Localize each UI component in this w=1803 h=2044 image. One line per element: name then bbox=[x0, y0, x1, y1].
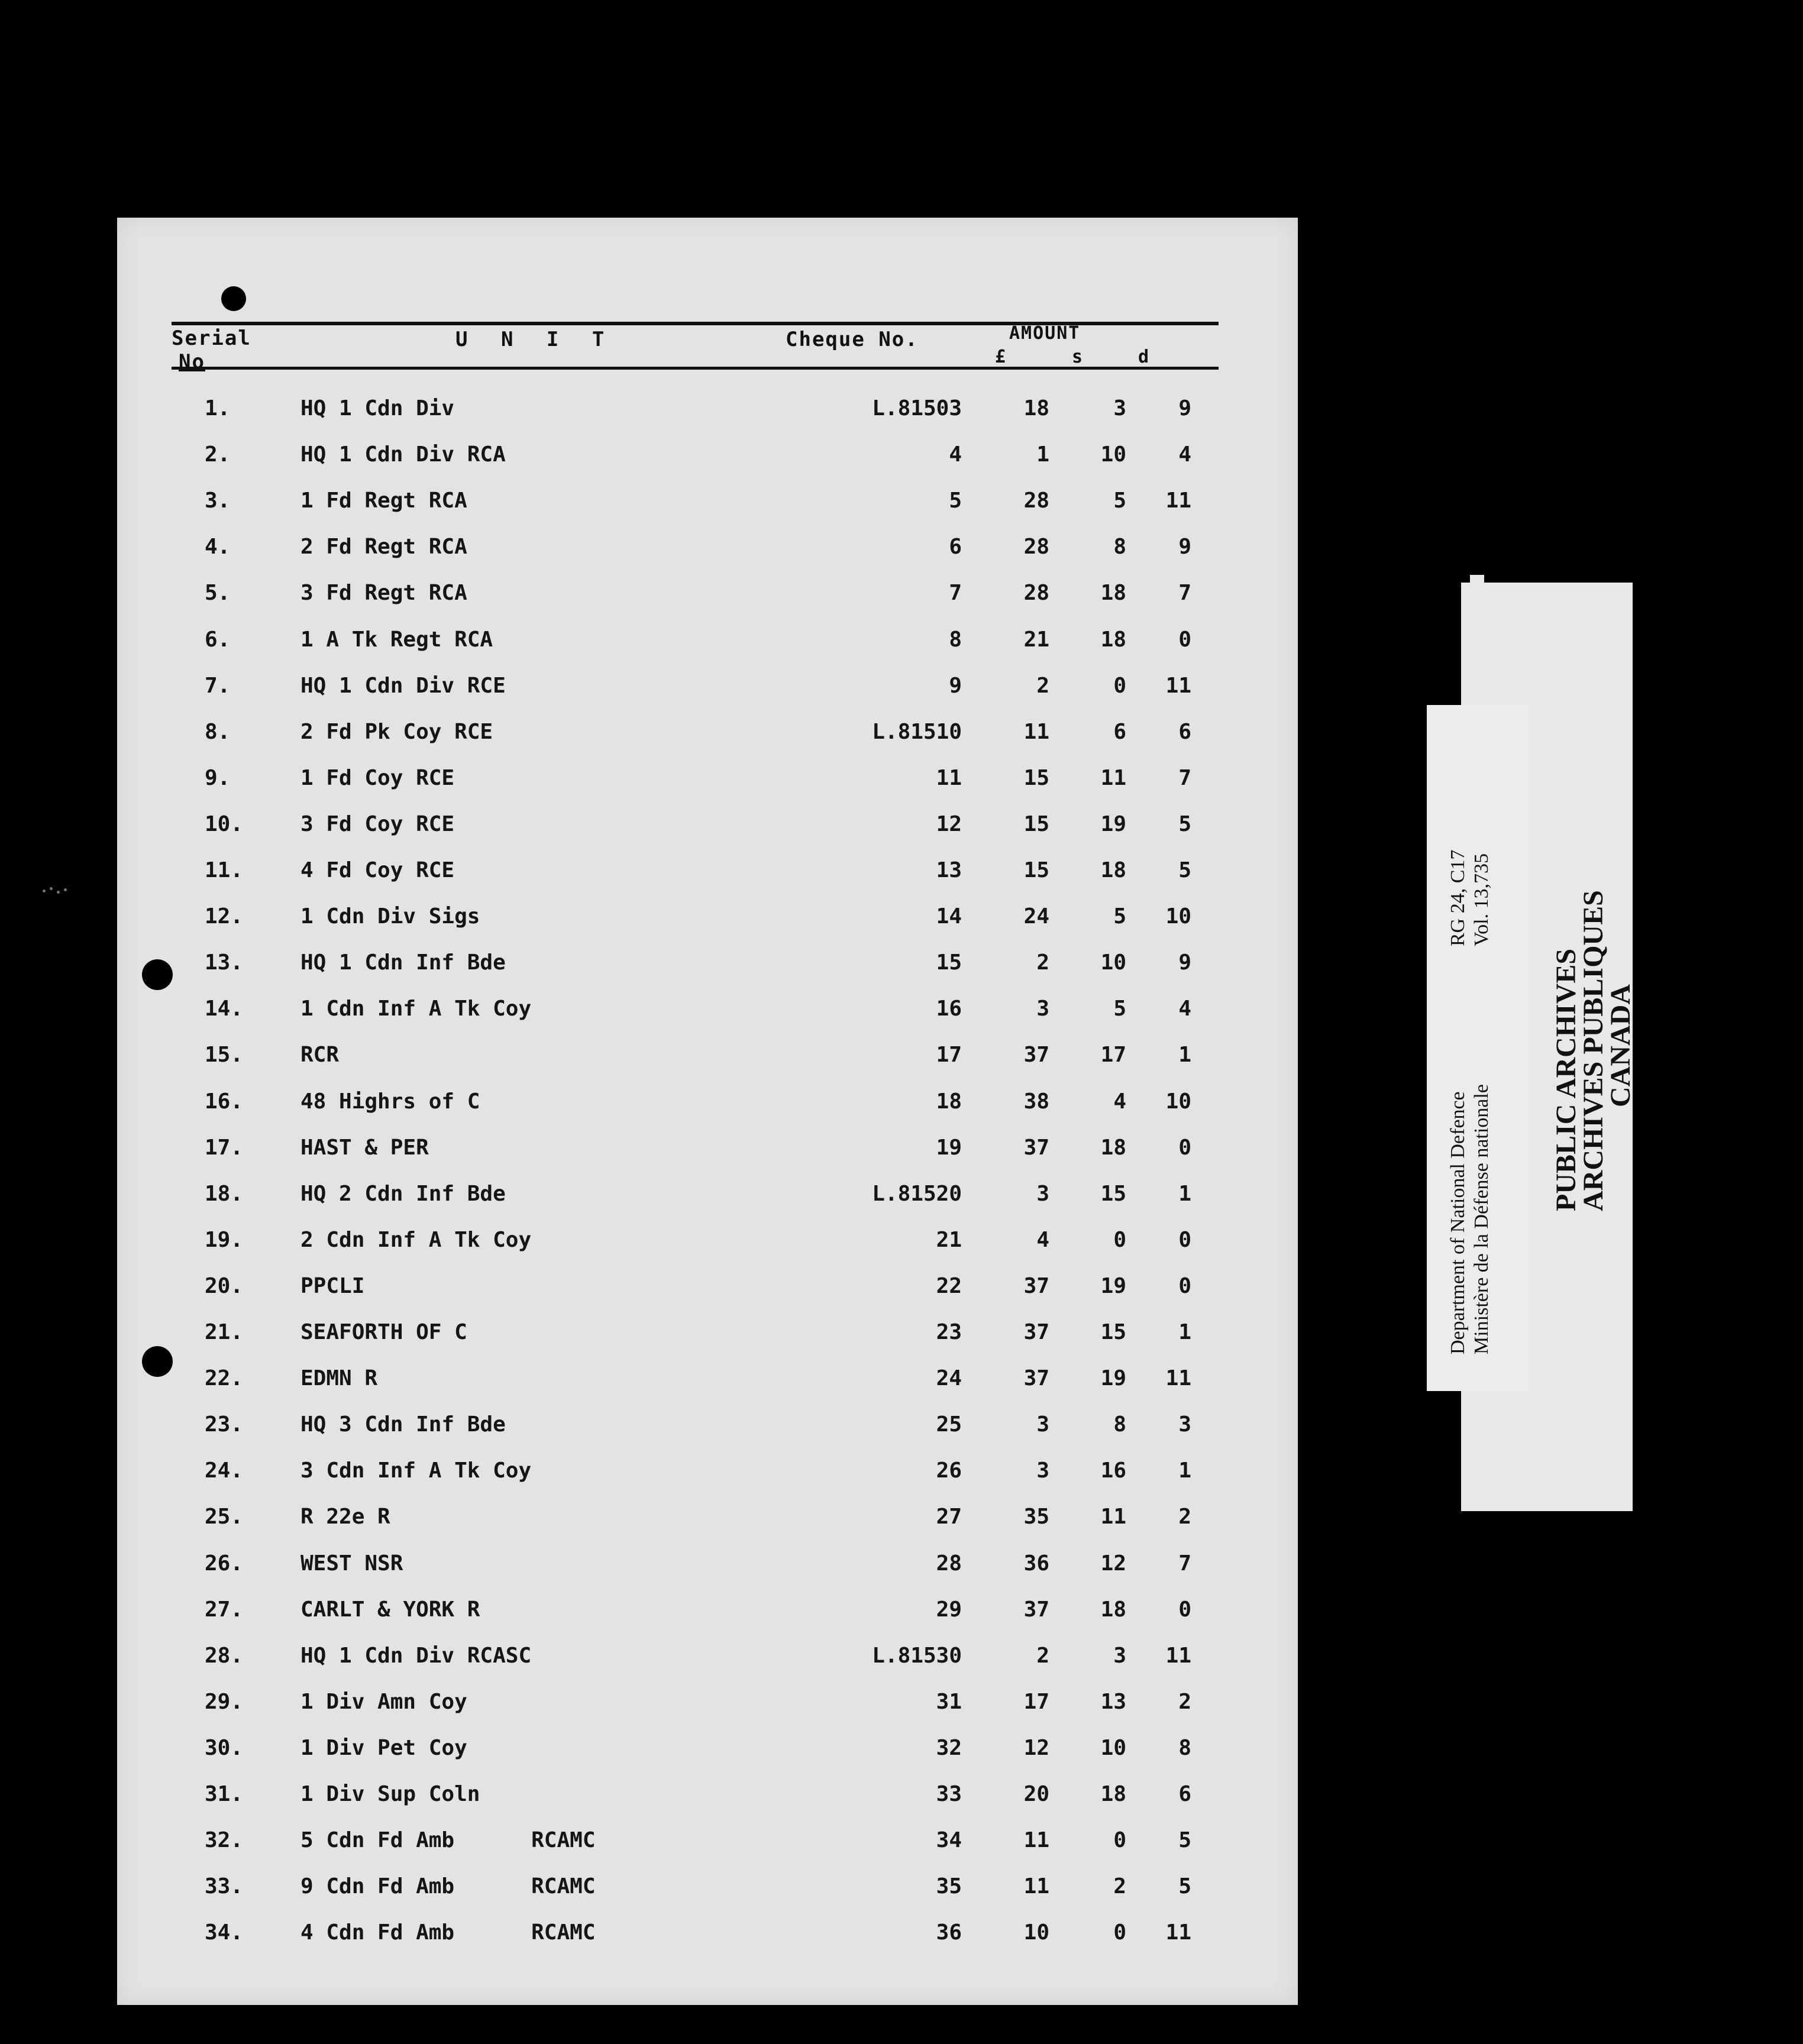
unit-cell: PPCLI bbox=[300, 1273, 365, 1298]
cheque-cell: 36 bbox=[936, 1920, 962, 1945]
shillings-cell: 5 bbox=[1113, 489, 1126, 513]
unit-cell: 4 Cdn Fd Amb RCAMC bbox=[300, 1920, 596, 1945]
pounds-cell: 17 bbox=[1023, 1689, 1049, 1714]
shillings-cell: 0 bbox=[1113, 673, 1126, 698]
header-shillings: s bbox=[1072, 347, 1084, 367]
header-serial-line2: No bbox=[179, 350, 205, 374]
unit-cell: 1 Div Amn Coy bbox=[300, 1689, 467, 1714]
unit-cell: 4 Fd Coy RCE bbox=[300, 858, 455, 882]
ref-line2: Vol. 13,735 bbox=[1471, 853, 1492, 946]
shillings-cell: 11 bbox=[1100, 1505, 1126, 1529]
pence-cell: 1 bbox=[1178, 1320, 1191, 1344]
unit-cell: 1 A Tk Regt RCA bbox=[300, 627, 493, 652]
header-cheque: Cheque No. bbox=[786, 328, 919, 351]
serial-cell: 2. bbox=[205, 442, 231, 467]
serial-cell: 6. bbox=[205, 627, 231, 652]
table-row bbox=[117, 1541, 1298, 1587]
pence-cell: 10 bbox=[1165, 904, 1191, 929]
table-row bbox=[117, 1309, 1298, 1356]
cheque-cell: 31 bbox=[936, 1689, 962, 1714]
table-row bbox=[117, 1679, 1298, 1725]
archive-label-tab bbox=[1470, 575, 1484, 599]
pounds-cell: 37 bbox=[1023, 1366, 1049, 1391]
table-row bbox=[117, 1356, 1298, 1402]
table-row bbox=[117, 617, 1298, 663]
serial-cell: 19. bbox=[205, 1227, 244, 1252]
serial-cell: 20. bbox=[205, 1273, 244, 1298]
unit-cell: HQ 1 Cdn Inf Bde bbox=[300, 950, 506, 975]
archive-line3: CANADA bbox=[1605, 984, 1636, 1107]
pounds-cell: 37 bbox=[1023, 1320, 1049, 1344]
table-row bbox=[117, 1494, 1298, 1540]
table-row bbox=[117, 1771, 1298, 1817]
serial-cell: 17. bbox=[205, 1135, 244, 1160]
pence-cell: 0 bbox=[1178, 627, 1191, 652]
pounds-cell: 37 bbox=[1023, 1597, 1049, 1622]
pence-cell: 1 bbox=[1178, 1043, 1191, 1068]
serial-cell: 4. bbox=[205, 535, 231, 559]
cheque-cell: 7 bbox=[949, 581, 962, 606]
unit-cell: 1 Fd Regt RCA bbox=[300, 489, 467, 513]
dept-fr: Ministère de la Défense nationale bbox=[1471, 1084, 1492, 1354]
header-pounds: £ bbox=[995, 347, 1007, 367]
pence-cell: 5 bbox=[1178, 811, 1191, 836]
pounds-cell: 12 bbox=[1023, 1735, 1049, 1760]
pounds-cell: 4 bbox=[1036, 1227, 1049, 1252]
header-serial bbox=[172, 326, 251, 374]
unit-cell: SEAFORTH OF C bbox=[300, 1320, 467, 1344]
serial-cell: 27. bbox=[205, 1597, 244, 1622]
unit-cell: HQ 1 Cdn Div bbox=[300, 396, 455, 421]
table-row bbox=[117, 478, 1298, 524]
serial-cell: 33. bbox=[205, 1874, 244, 1899]
shillings-cell: 5 bbox=[1113, 904, 1126, 929]
pounds-cell: 11 bbox=[1023, 719, 1049, 744]
pounds-cell: 3 bbox=[1036, 1181, 1049, 1206]
table-row bbox=[117, 1125, 1298, 1171]
unit-cell: 2 Fd Regt RCA bbox=[300, 535, 467, 559]
cheque-cell: 34 bbox=[936, 1828, 962, 1853]
serial-cell: 22. bbox=[205, 1366, 244, 1391]
header-unit: U N I T bbox=[455, 328, 615, 351]
pence-cell: 6 bbox=[1178, 719, 1191, 744]
archive-line2: ARCHIVES PUBLIQUES bbox=[1578, 890, 1609, 1211]
table-row bbox=[117, 1864, 1298, 1910]
shillings-cell: 13 bbox=[1100, 1689, 1126, 1714]
unit-cell: 1 Div Pet Coy bbox=[300, 1735, 467, 1760]
pence-cell: 0 bbox=[1178, 1227, 1191, 1252]
shillings-cell: 19 bbox=[1100, 1273, 1126, 1298]
archive-line1: PUBLIC ARCHIVES bbox=[1550, 948, 1582, 1211]
unit-cell: 1 Cdn Inf A Tk Coy bbox=[300, 997, 532, 1021]
pence-cell: 5 bbox=[1178, 858, 1191, 882]
table-row bbox=[117, 755, 1298, 801]
serial-cell: 34. bbox=[205, 1920, 244, 1945]
cheque-cell: 13 bbox=[936, 858, 962, 882]
table-row bbox=[117, 663, 1298, 709]
cheque-cell: 5 bbox=[949, 489, 962, 513]
shillings-cell: 18 bbox=[1100, 627, 1126, 652]
table-row bbox=[117, 386, 1298, 432]
table-row bbox=[117, 1448, 1298, 1494]
cheque-cell: 29 bbox=[936, 1597, 962, 1622]
pence-cell: 2 bbox=[1178, 1689, 1191, 1714]
unit-cell: HAST & PER bbox=[300, 1135, 429, 1160]
unit-cell: EDMN R bbox=[300, 1366, 378, 1391]
cheque-cell: L.81530 bbox=[872, 1643, 962, 1668]
shillings-cell: 6 bbox=[1113, 719, 1126, 744]
cheque-cell: L.81503 bbox=[872, 396, 962, 421]
shillings-cell: 15 bbox=[1100, 1181, 1126, 1206]
shillings-cell: 11 bbox=[1100, 765, 1126, 790]
cheque-cell: L.81520 bbox=[872, 1181, 962, 1206]
cheque-cell: 9 bbox=[949, 673, 962, 698]
table-row bbox=[117, 894, 1298, 940]
serial-cell: 21. bbox=[205, 1320, 244, 1344]
cheque-cell: 12 bbox=[936, 811, 962, 836]
serial-cell: 12. bbox=[205, 904, 244, 929]
shillings-cell: 18 bbox=[1100, 581, 1126, 606]
pence-cell: 0 bbox=[1178, 1135, 1191, 1160]
pounds-cell: 11 bbox=[1023, 1874, 1049, 1899]
header-bottom-rule bbox=[172, 367, 1219, 370]
serial-cell: 32. bbox=[205, 1828, 244, 1853]
cheque-cell: 8 bbox=[949, 627, 962, 652]
pence-cell: 9 bbox=[1178, 950, 1191, 975]
pounds-cell: 36 bbox=[1023, 1551, 1049, 1576]
table-row bbox=[117, 1633, 1298, 1679]
pence-cell: 7 bbox=[1178, 581, 1191, 606]
shillings-cell: 17 bbox=[1100, 1043, 1126, 1068]
table-row bbox=[117, 1171, 1298, 1217]
pounds-cell: 24 bbox=[1023, 904, 1049, 929]
serial-cell: 10. bbox=[205, 811, 244, 836]
shillings-cell: 10 bbox=[1100, 442, 1126, 467]
pence-cell: 1 bbox=[1178, 1458, 1191, 1483]
pounds-cell: 15 bbox=[1023, 811, 1049, 836]
pounds-cell: 2 bbox=[1036, 1643, 1049, 1668]
pence-cell: 11 bbox=[1165, 673, 1191, 698]
unit-cell: HQ 3 Cdn Inf Bde bbox=[300, 1412, 506, 1437]
shillings-cell: 10 bbox=[1100, 1735, 1126, 1760]
unit-cell: R 22e R bbox=[300, 1505, 390, 1529]
cheque-cell: 23 bbox=[936, 1320, 962, 1344]
serial-cell: 9. bbox=[205, 765, 231, 790]
pounds-cell: 37 bbox=[1023, 1273, 1049, 1298]
pounds-cell: 37 bbox=[1023, 1043, 1049, 1068]
unit-cell: 2 Fd Pk Coy RCE bbox=[300, 719, 493, 744]
unit-cell: WEST NSR bbox=[300, 1551, 403, 1576]
shillings-cell: 4 bbox=[1113, 1089, 1126, 1114]
cheque-cell: 11 bbox=[936, 765, 962, 790]
shillings-cell: 0 bbox=[1113, 1227, 1126, 1252]
pence-cell: 9 bbox=[1178, 396, 1191, 421]
shillings-cell: 5 bbox=[1113, 997, 1126, 1021]
dept-en: Department of National Defence bbox=[1447, 1091, 1469, 1354]
pounds-cell: 15 bbox=[1023, 858, 1049, 882]
pence-cell: 3 bbox=[1178, 1412, 1191, 1437]
punch-hole bbox=[221, 286, 246, 311]
serial-cell: 5. bbox=[205, 581, 231, 606]
serial-cell: 16. bbox=[205, 1089, 244, 1114]
header-serial-line1: Serial bbox=[172, 326, 251, 350]
pounds-cell: 28 bbox=[1023, 489, 1049, 513]
table-row bbox=[117, 570, 1298, 616]
pence-cell: 4 bbox=[1178, 442, 1191, 467]
table-row bbox=[117, 709, 1298, 755]
shillings-cell: 18 bbox=[1100, 1135, 1126, 1160]
serial-cell: 13. bbox=[205, 950, 244, 975]
pounds-cell: 28 bbox=[1023, 581, 1049, 606]
unit-cell: 3 Cdn Inf A Tk Coy bbox=[300, 1458, 532, 1483]
shillings-cell: 18 bbox=[1100, 1597, 1126, 1622]
pounds-cell: 37 bbox=[1023, 1135, 1049, 1160]
shillings-cell: 8 bbox=[1113, 535, 1126, 559]
unit-cell: 48 Highrs of C bbox=[300, 1089, 480, 1114]
cheque-cell: 28 bbox=[936, 1551, 962, 1576]
pence-cell: 9 bbox=[1178, 535, 1191, 559]
shillings-cell: 16 bbox=[1100, 1458, 1126, 1483]
pounds-cell: 2 bbox=[1036, 673, 1049, 698]
pounds-cell: 15 bbox=[1023, 765, 1049, 790]
cheque-cell: 27 bbox=[936, 1505, 962, 1529]
serial-cell: 30. bbox=[205, 1735, 244, 1760]
serial-cell: 3. bbox=[205, 489, 231, 513]
cheque-cell: 16 bbox=[936, 997, 962, 1021]
table-row bbox=[117, 1817, 1298, 1864]
unit-cell: 3 Fd Coy RCE bbox=[300, 811, 455, 836]
serial-cell: 28. bbox=[205, 1643, 244, 1668]
pence-cell: 2 bbox=[1178, 1505, 1191, 1529]
scan-specks bbox=[41, 886, 70, 897]
serial-cell: 25. bbox=[205, 1505, 244, 1529]
pounds-cell: 28 bbox=[1023, 535, 1049, 559]
pence-cell: 8 bbox=[1178, 1735, 1191, 1760]
pounds-cell: 10 bbox=[1023, 1920, 1049, 1945]
shillings-cell: 8 bbox=[1113, 1412, 1126, 1437]
serial-cell: 14. bbox=[205, 997, 244, 1021]
serial-cell: 8. bbox=[205, 719, 231, 744]
cheque-cell: 24 bbox=[936, 1366, 962, 1391]
pence-cell: 11 bbox=[1165, 1920, 1191, 1945]
pounds-cell: 2 bbox=[1036, 950, 1049, 975]
shillings-cell: 0 bbox=[1113, 1828, 1126, 1853]
table-row bbox=[117, 1032, 1298, 1078]
serial-cell: 1. bbox=[205, 396, 231, 421]
shillings-cell: 15 bbox=[1100, 1320, 1126, 1344]
cheque-cell: 17 bbox=[936, 1043, 962, 1068]
unit-cell: 1 Cdn Div Sigs bbox=[300, 904, 480, 929]
serial-cell: 23. bbox=[205, 1412, 244, 1437]
table-row bbox=[117, 524, 1298, 570]
serial-cell: 31. bbox=[205, 1782, 244, 1806]
pounds-cell: 11 bbox=[1023, 1828, 1049, 1853]
table-row bbox=[117, 1217, 1298, 1263]
pence-cell: 4 bbox=[1178, 997, 1191, 1021]
header-pence: d bbox=[1138, 347, 1151, 367]
pounds-cell: 20 bbox=[1023, 1782, 1049, 1806]
cheque-cell: 18 bbox=[936, 1089, 962, 1114]
serial-cell: 15. bbox=[205, 1043, 244, 1068]
shillings-cell: 10 bbox=[1100, 950, 1126, 975]
shillings-cell: 18 bbox=[1100, 1782, 1126, 1806]
cheque-cell: 15 bbox=[936, 950, 962, 975]
cheque-cell: 35 bbox=[936, 1874, 962, 1899]
cheque-cell: 14 bbox=[936, 904, 962, 929]
pounds-cell: 3 bbox=[1036, 1412, 1049, 1437]
cheque-cell: 21 bbox=[936, 1227, 962, 1252]
cheque-cell: 6 bbox=[949, 535, 962, 559]
unit-cell: 3 Fd Regt RCA bbox=[300, 581, 467, 606]
pounds-cell: 21 bbox=[1023, 627, 1049, 652]
serial-cell: 18. bbox=[205, 1181, 244, 1206]
shillings-cell: 18 bbox=[1100, 858, 1126, 882]
serial-cell: 24. bbox=[205, 1458, 244, 1483]
shillings-cell: 19 bbox=[1100, 811, 1126, 836]
shillings-cell: 3 bbox=[1113, 396, 1126, 421]
unit-cell: 5 Cdn Fd Amb RCAMC bbox=[300, 1828, 596, 1853]
pounds-cell: 3 bbox=[1036, 1458, 1049, 1483]
serial-cell: 7. bbox=[205, 673, 231, 698]
pence-cell: 0 bbox=[1178, 1273, 1191, 1298]
document-page bbox=[117, 218, 1298, 2005]
table-row bbox=[117, 432, 1298, 478]
pence-cell: 7 bbox=[1178, 1551, 1191, 1576]
pence-cell: 1 bbox=[1178, 1181, 1191, 1206]
pounds-cell: 18 bbox=[1023, 396, 1049, 421]
cheque-cell: 4 bbox=[949, 442, 962, 467]
unit-cell: 1 Fd Coy RCE bbox=[300, 765, 455, 790]
pence-cell: 0 bbox=[1178, 1597, 1191, 1622]
table-row bbox=[117, 1910, 1298, 1956]
unit-cell: 2 Cdn Inf A Tk Coy bbox=[300, 1227, 532, 1252]
unit-cell: 1 Div Sup Coln bbox=[300, 1782, 480, 1806]
pounds-cell: 35 bbox=[1023, 1505, 1049, 1529]
cheque-cell: 22 bbox=[936, 1273, 962, 1298]
pence-cell: 11 bbox=[1165, 489, 1191, 513]
unit-cell: CARLT & YORK R bbox=[300, 1597, 480, 1622]
serial-cell: 29. bbox=[205, 1689, 244, 1714]
cheque-cell: 26 bbox=[936, 1458, 962, 1483]
pence-cell: 11 bbox=[1165, 1643, 1191, 1668]
shillings-cell: 3 bbox=[1113, 1643, 1126, 1668]
cheque-cell: L.81510 bbox=[872, 719, 962, 744]
table-row bbox=[117, 801, 1298, 848]
unit-cell: HQ 1 Cdn Div RCASC bbox=[300, 1643, 532, 1668]
header-amount: AMOUNT bbox=[1009, 323, 1081, 344]
table-row bbox=[117, 1587, 1298, 1633]
serial-cell: 11. bbox=[205, 858, 244, 882]
cheque-cell: 32 bbox=[936, 1735, 962, 1760]
table-row bbox=[117, 1079, 1298, 1125]
unit-cell: HQ 1 Cdn Div RCA bbox=[300, 442, 506, 467]
unit-cell: RCR bbox=[300, 1043, 340, 1068]
unit-cell: HQ 2 Cdn Inf Bde bbox=[300, 1181, 506, 1206]
pounds-cell: 1 bbox=[1036, 442, 1049, 467]
shillings-cell: 0 bbox=[1113, 1920, 1126, 1945]
table-row bbox=[117, 1263, 1298, 1309]
pence-cell: 6 bbox=[1178, 1782, 1191, 1806]
shillings-cell: 2 bbox=[1113, 1874, 1126, 1899]
shillings-cell: 19 bbox=[1100, 1366, 1126, 1391]
cheque-cell: 25 bbox=[936, 1412, 962, 1437]
pence-cell: 5 bbox=[1178, 1828, 1191, 1853]
shillings-cell: 12 bbox=[1100, 1551, 1126, 1576]
pounds-cell: 38 bbox=[1023, 1089, 1049, 1114]
table-row bbox=[117, 1402, 1298, 1448]
pence-cell: 5 bbox=[1178, 1874, 1191, 1899]
cheque-cell: 33 bbox=[936, 1782, 962, 1806]
cheque-cell: 19 bbox=[936, 1135, 962, 1160]
table-row bbox=[117, 986, 1298, 1032]
unit-cell: HQ 1 Cdn Div RCE bbox=[300, 673, 506, 698]
table-row bbox=[117, 848, 1298, 894]
table-row bbox=[117, 1725, 1298, 1771]
pence-cell: 10 bbox=[1165, 1089, 1191, 1114]
pence-cell: 7 bbox=[1178, 765, 1191, 790]
unit-cell: 9 Cdn Fd Amb RCAMC bbox=[300, 1874, 596, 1899]
table-row bbox=[117, 940, 1298, 986]
pounds-cell: 3 bbox=[1036, 997, 1049, 1021]
ref-line1: RG 24, C17 bbox=[1447, 849, 1469, 946]
pence-cell: 11 bbox=[1165, 1366, 1191, 1391]
serial-cell: 26. bbox=[205, 1551, 244, 1576]
